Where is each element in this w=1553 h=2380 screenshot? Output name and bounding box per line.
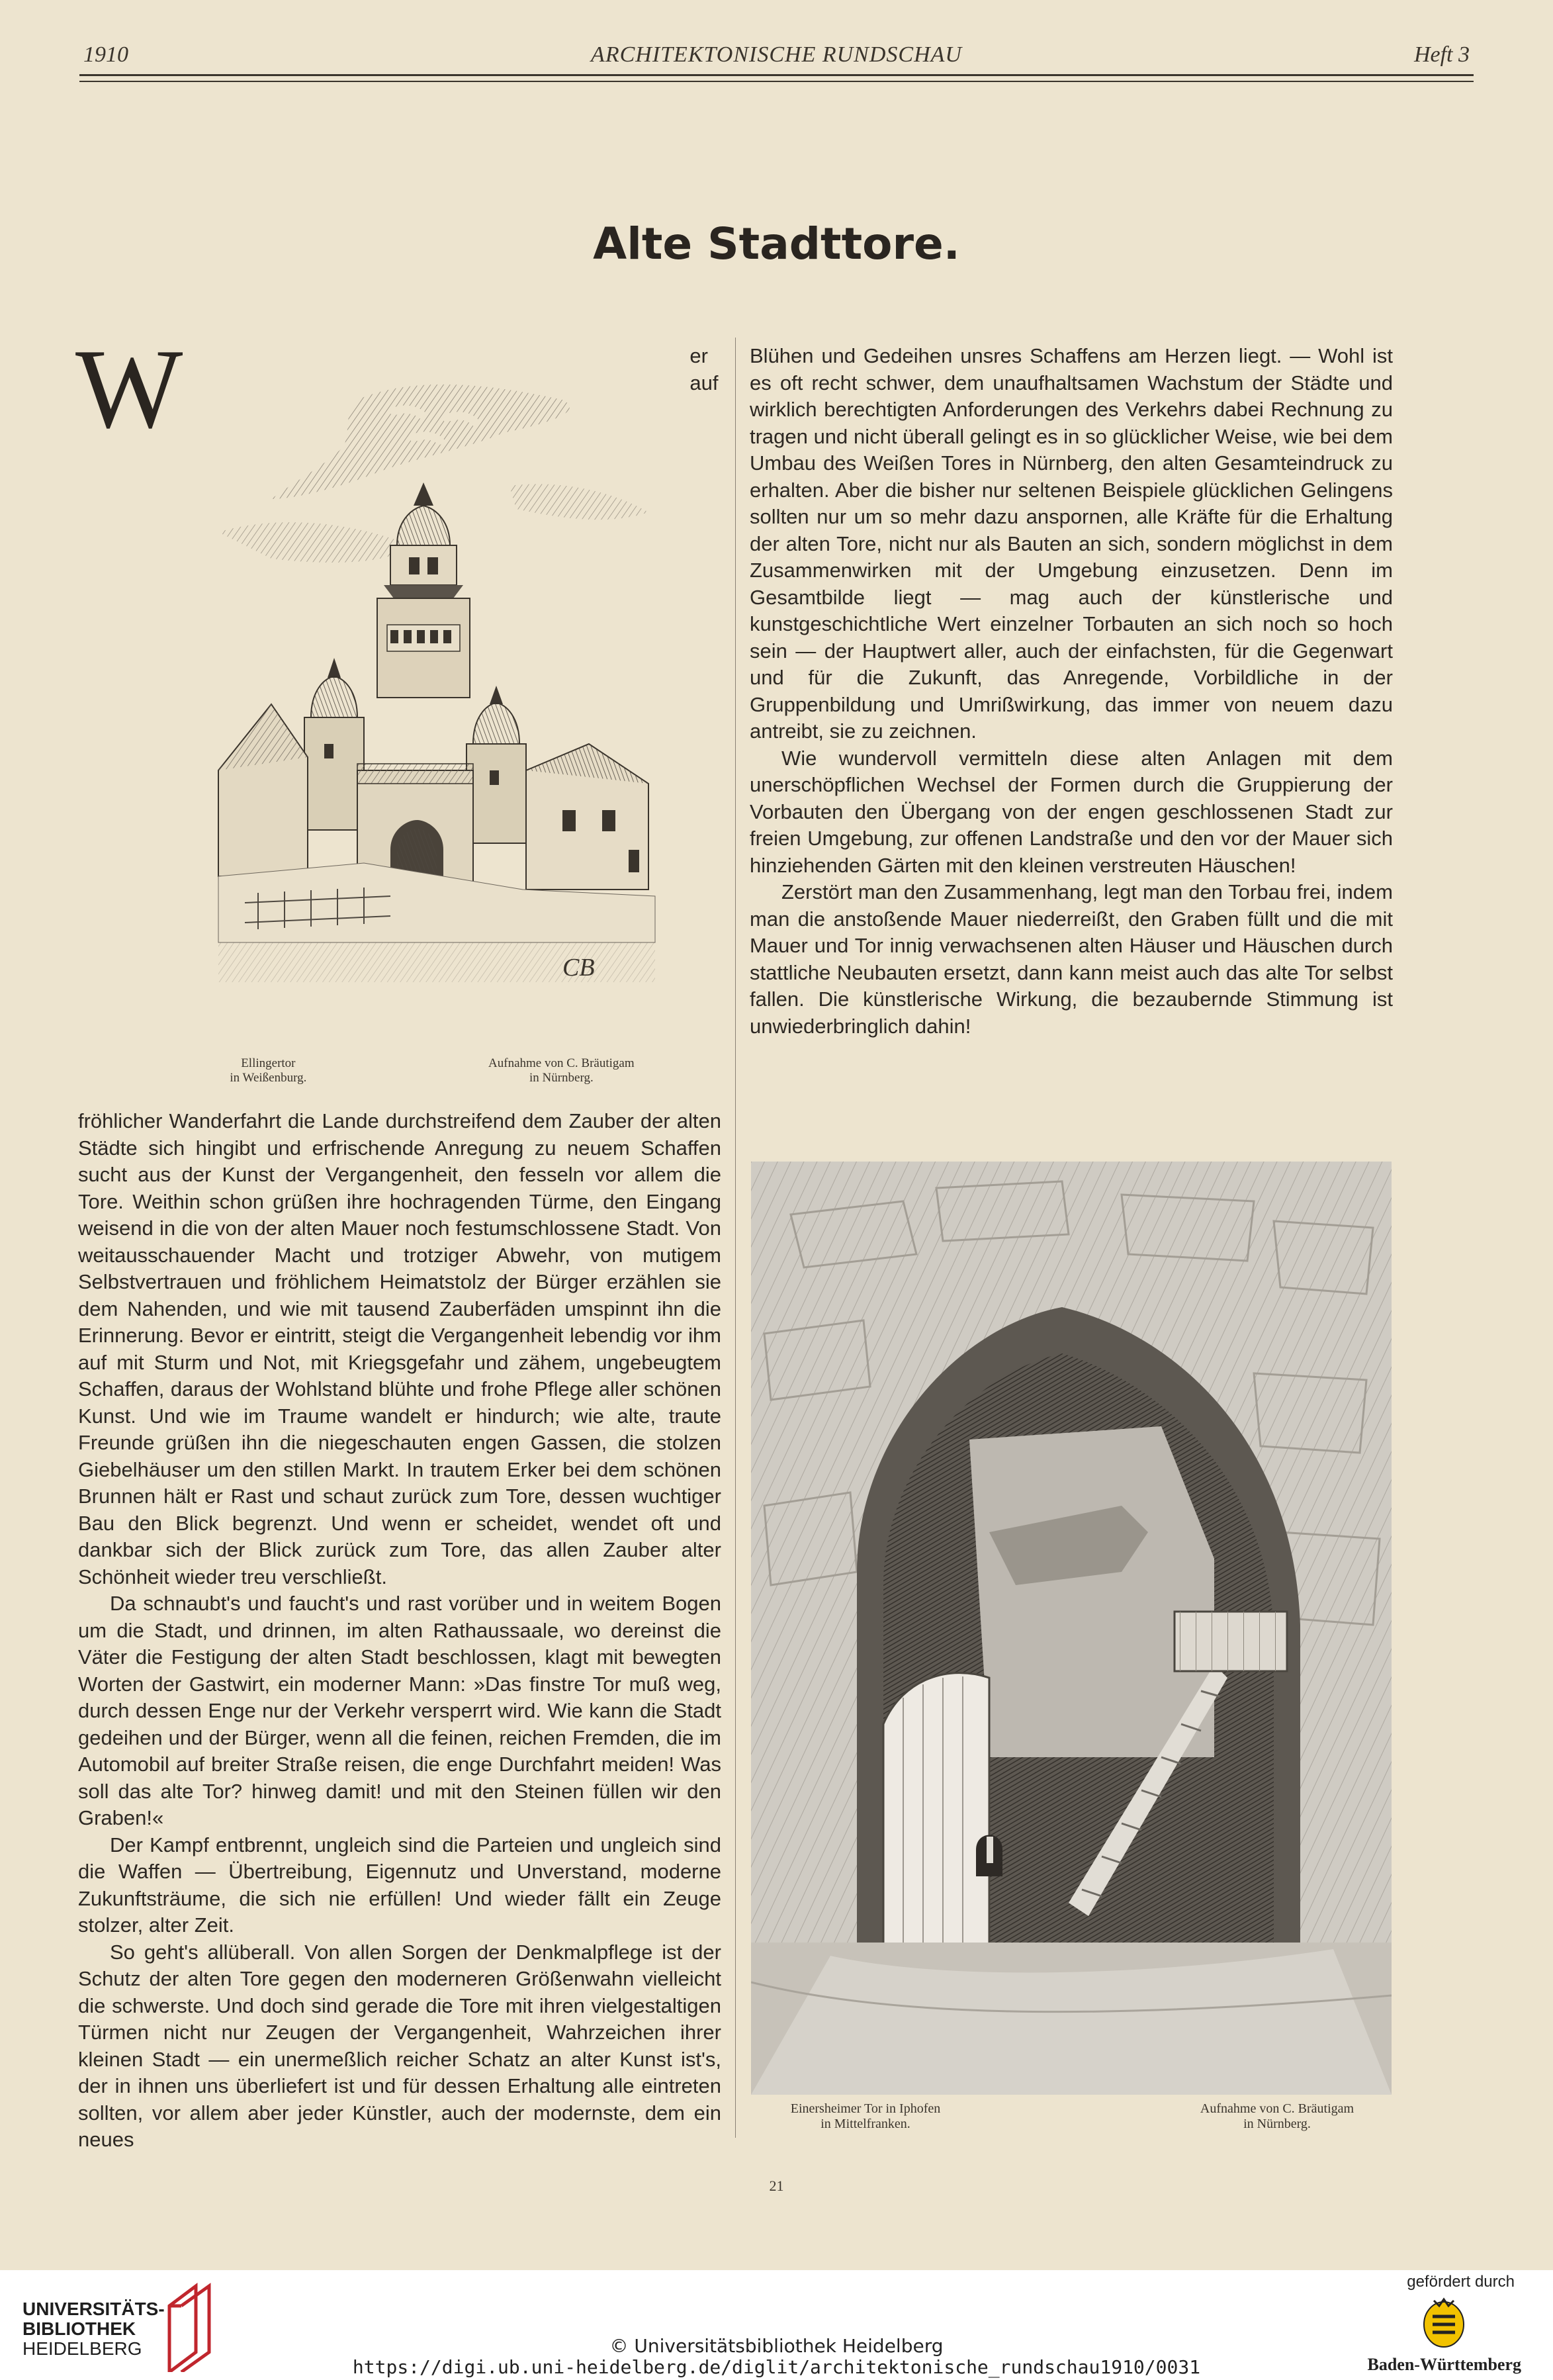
paragraph-2: Da schnaubt's und faucht's und rast vorüber und in weitem Bogen um die Stadt, und drinnen, im alten Rathaussaale, wo dereinst die Väter die Festigung der alten Stadt beschlossen, klagt mit bewegten Worten der Gastwirt, ein moderner Mann: »Das finstre Tor muß weg, durch dessen Enge nur der Verkehr versperrt wird. Wie kann die Stadt gedeihen und der Bürger, wenn all die feinen, reichen Fremden, die im Automobil auf breiter Straße reisen, die enge Durchfahrt meiden! Was soll das alte Tor? hinweg damit! und mit den Steinen füllen wir den Graben!« (78, 1592, 721, 1829)
library-name-line1: UNIVERSITÄTS- (22, 2299, 165, 2319)
funder-name: Baden-Württemberg (1367, 2355, 1521, 2374)
baden-wuerttemberg-emblem-icon (1421, 2297, 1467, 2350)
header-journal-title: ARCHITEKTONISCHE RUNDSCHAU (591, 42, 962, 67)
figure-ellingertor (192, 347, 674, 1108)
header-year: 1910 (83, 42, 128, 67)
paragraph-3: Der Kampf entbrennt, ungleich sind die Parteien und ungleich sind die Waffen — Übertreibung, Eigennutz und Unverstand, moderne Zukunftsträume, die sich nie erfüllen! Und wieder fällt ein Zeuge stolzer, alter Zeit. (78, 1833, 721, 1937)
running-header (79, 38, 1474, 71)
figure2-caption-right: Aufnahme von C. Bräutigam in Nürnberg. (1200, 2101, 1354, 2131)
header-issue: Heft 3 (1413, 42, 1470, 67)
einersheimer-tor-photo (751, 1162, 1392, 2095)
paragraph-7: Zerstört man den Zusammenhang, legt man den Torbau frei, indem man die anstoßende Mauer niederreißt, den Graben füllt und die mit Mauer und Tor innig verwachsenen alten Häuser und Häuschen durch stattliche Neubauten ersetzt, dann kann meist auch das alte Tor selbst fallen. Die künstlerische Wirkung, die bezaubernde Stimmung ist unwiederbringlich dahin! (750, 880, 1393, 1038)
figure1-caption-right: Aufnahme von C. Bräutigam in Nürnberg. (488, 1056, 635, 1085)
figure2-caption-left: Einersheimer Tor in Iphofen in Mittelfranken. (790, 2101, 941, 2131)
page-number: 21 (769, 2177, 784, 2194)
article-title: Alte Stadttore. (593, 218, 960, 269)
funded-by-label: gefördert durch (1407, 2273, 1515, 2291)
permalink-url[interactable]: https://digi.ub.uni-heidelberg.de/diglit/architektonische_rundschau1910/0031 (352, 2356, 1201, 2378)
library-name-line3: HEIDELBERG (22, 2338, 142, 2359)
paragraph-5: Blühen und Gedeihen unsres Schaffens am Herzen liegt. — Wohl ist es oft recht schwer, dem unaufhaltsamen Wachstum der Städte und wirklich berechtigten Anforderungen des Verkehrs dabei Rechnung zu tragen und nicht überall gelingt es in so glücklicher Weise, wie bei dem Umbau des Weißen Tores in Nürnberg, den alten Gesamteindruck zu erhalten. Aber die bisher nur seltenen Beispiele glücklichen Gelingens sollten nur um so mehr dazu anspornen, alle Kräfte für die Erhaltung der alten Tore, nicht nur als Bauten an sich, sondern möglichst in dem Zusammenwirken mit der Umgebung einzusetzen. Denn im Gesamtbilde liegt — mag auch der künstlerische und kunstgeschichtliche Wert einzelner Torbauten an sich noch so hoch sein — der Hauptwert aller, auch der einfachsten, für die Gegenwart und für die Zukunft, das Anregende, Vorbildliche in der Gruppenbildung und Umrißwirkung, das immer von neuem dazu antreibt, sie zu zeichnen. (750, 344, 1393, 743)
paragraph-opening (75, 326, 721, 1590)
copyright-notice: © Universitätsbibliothek Heidelberg (609, 2335, 944, 2357)
header-rule-top (79, 74, 1474, 76)
drop-cap: W (75, 326, 183, 452)
paragraph-6: Wie wundervoll vermitteln diese alten Anlagen mit dem unerschöpflichen Wechsel der Formen durch die Gruppierung der Vorbauten den Übergang von der engen geschlossenen Stadt zur freien Umgebung, zur offenen Landstraße und den vor der Mauer sich hinziehenden Gärten mit den kleinen verstreuten Häuschen! (750, 746, 1393, 877)
svg-text:CB: CB (562, 954, 595, 982)
library-name-line2: BIBLIOTHEK (22, 2318, 136, 2339)
left-column (75, 326, 721, 2151)
ellingertor-illustration (192, 347, 674, 1055)
figure-einersheimer-tor (751, 1162, 1392, 2141)
figure1-caption-left: Ellingertor in Weißenburg. (230, 1056, 307, 1085)
paragraph-4: So geht's allüberall. Von allen Sorgen der Denkmalpflege ist der Schutz der alten Tore gegen den moderneren Größenwahn vielleicht die schwerste. Und doch sind gerade die Tore mit ihren vielgestaltigen Türmen nicht nur Zeugen der Vergangenheit, Wahrzeichen ihrer kleinen Stadt — ein unermeßlich reicher Schatz an alter Kunst ist's, der in ihnen uns überliefert ist und für dessen Erhaltung alle eintreten sollten, vor allem aber jeder Künstler, auch der modernste, dem ein neues (78, 1940, 721, 2151)
right-column (750, 343, 1393, 1137)
header-rule-bottom (79, 81, 1474, 82)
library-footer (0, 2270, 1553, 2380)
column-divider (735, 338, 736, 2138)
figure1-captions (192, 1056, 674, 1109)
paragraph-1-text: er auf fröhlicher Wanderfahrt die Lande durchstreifend dem Zauber der alten Städte sich hingibt und erfrischende Anregung zu neuem Schaffen sucht aus der Kunst der Vergangenheit, den fesseln vor allem die Tore. Weithin schon grüßen ihre hochragenden Türme, den Eingang weisend in die von der alten Mauer noch festumschlossene Stadt. Von weitausschauender Macht und trotziger Abwehr, von mutigem Selbstvertrauen und fröhlichem Heimatstolz der Bürger erzählen sie dem Nahenden, und wie mit tausend Zauberfäden umspinnt ihn die Erinnerung. Bevor er eintritt, steigt die Vergangenheit lebendig vor ihm auf mit Sturm und Not, mit Kriegsgefahr und zähem, ungebeugtem Schaffen, daraus der Wohlstand blühte und frohe Pflege aller schönen Kunst. Und wie im Traume wandelt er hindurch; wie alte, traute Freunde grüßen ihn die niegeschauten engen Gassen, die stolzen Giebelhäuser um den stillen Markt. In trautem Erker bei dem schönen Brunnen hält er Rast und schaut zurück zum Tore, dessen wuchtiger Bau den Blick begrenzt. Und wenn er scheidet, wendet oft und dankbar sich der Blick zurück zum Tore, das allen Zauber alter Schönheit wieder treu verschließt. (78, 344, 721, 1588)
